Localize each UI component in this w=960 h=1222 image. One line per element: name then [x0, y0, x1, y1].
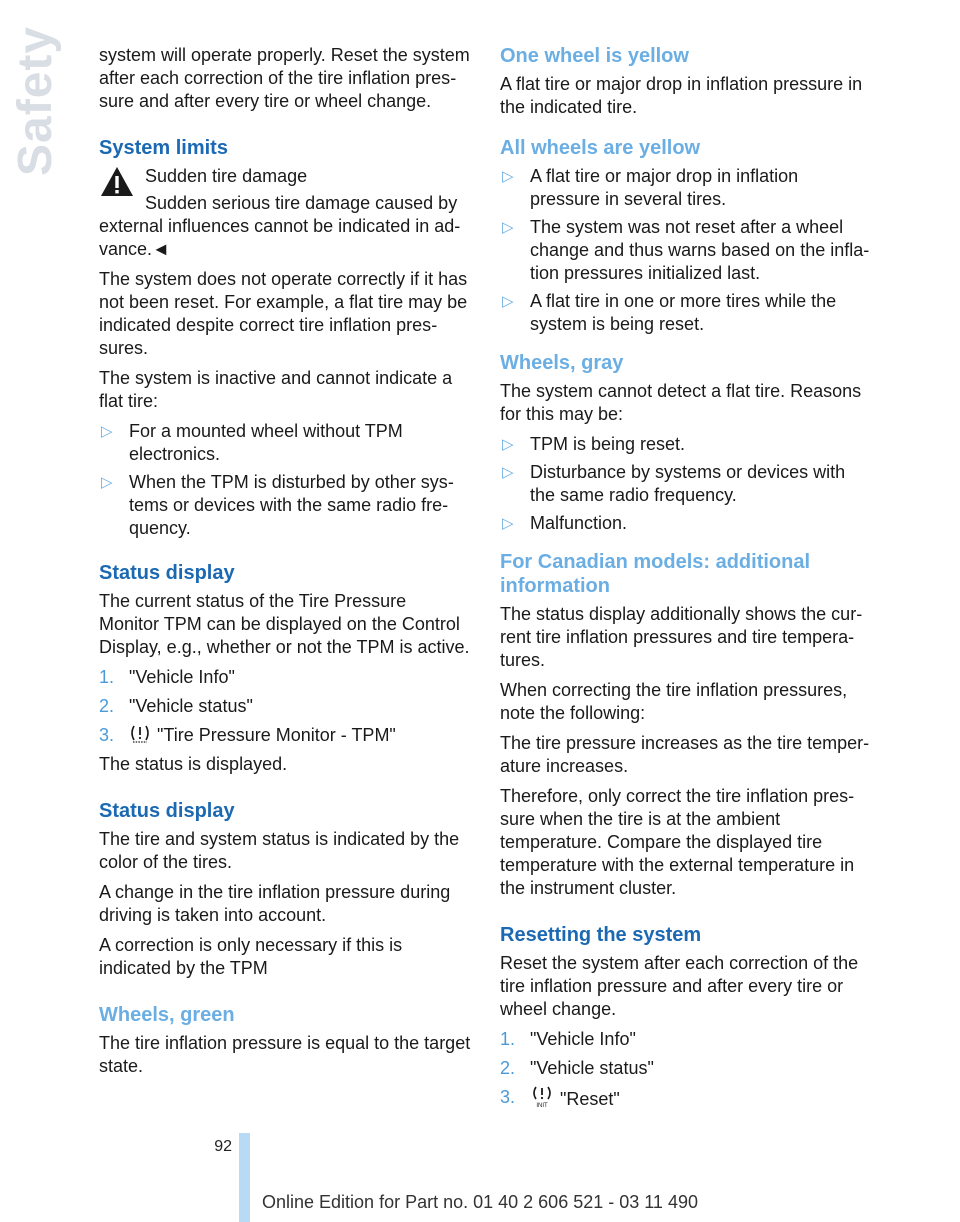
warning-notice — [99, 165, 471, 215]
list-item: 2. "Vehicle status" — [500, 1058, 654, 1078]
system-limits-paragraph-2: The system is inactive and cannot indicate a flat tire: — [99, 368, 453, 411]
warning-title: Sudden tire damage — [145, 166, 308, 186]
bullet-triangle-icon: ▷ — [502, 219, 514, 236]
bullet-triangle-icon: ▷ — [502, 464, 514, 481]
correction-paragraph: A correction is only necessary if this is indicated by the TPM — [99, 935, 403, 978]
all-wheels-yellow-heading: All wheels are yellow — [500, 137, 701, 159]
resetting-paragraph: Reset the system after each correction of the tire inflation pressure and after every tire or wheel change. — [500, 953, 859, 1019]
list-item: ▷ Disturbance by systems or devices with the same radio frequency. — [502, 462, 846, 505]
all-wheels-yellow-list — [500, 165, 872, 336]
left-column — [99, 44, 471, 1085]
status-display-steps — [99, 666, 471, 747]
wheels-gray-list — [500, 433, 872, 535]
list-item: ▷ A flat tire in one or more tires while the system is being reset. — [502, 291, 837, 334]
footer-accent-bar — [239, 1133, 250, 1222]
wheels-green-paragraph: The tire inflation pressure is equal to the target state. — [99, 1033, 471, 1076]
list-item: 1. "Vehicle Info" — [99, 667, 235, 687]
right-column — [500, 44, 872, 1117]
warning-triangle-icon — [99, 165, 135, 199]
tire-pressure-warning-icon — [129, 724, 151, 744]
list-item: 2. "Vehicle status" — [99, 696, 253, 716]
list-item: ▷ When the TPM is disturbed by other systems or devices with the same radio frequency. — [101, 472, 454, 538]
wheels-gray-paragraph: The system cannot detect a flat tire. Reasons for this may be: — [500, 381, 862, 424]
section-side-tab — [6, 25, 66, 176]
online-edition-text: Online Edition for Part no. 01 40 2 606 521 - 03 11 490 — [262, 1192, 698, 1212]
intro-paragraph: system will operate properly. Reset the system after each correction of the tire inflation pressure and after every tire or wheel change. — [99, 45, 470, 111]
status-display-paragraph: The current status of the Tire Pressure Monitor TPM can be displayed on the Control Display, e.g., whether or not the TPM is active. — [99, 591, 470, 657]
tire-pressure-reset-icon — [530, 1086, 554, 1108]
list-item: ▷ The system was not reset after a wheel change and thus warns based on the inflation pressures initialized last. — [502, 217, 870, 283]
list-item: ▷ TPM is being reset. — [502, 434, 686, 454]
canadian-paragraph-2: When correcting the tire inflation pressures, note the following: — [500, 680, 848, 723]
canadian-models-heading: For Canadian models: additional information — [500, 551, 811, 597]
bullet-triangle-icon: ▷ — [502, 293, 514, 310]
system-limits-paragraph-1: The system does not operate correctly if it has not been reset. For example, a flat tire may be indicated despite correct tire inflation pressures. — [99, 269, 468, 358]
driving-change-paragraph: A change in the tire inflation pressure during driving is taken into account. — [99, 882, 451, 925]
canadian-paragraph-4: Therefore, only correct the tire inflation pressure when the tire is at the ambient temperature. Compare the displayed tire temperature with the external temperature in the instrument cluster. — [500, 786, 855, 898]
page-number: 92 — [214, 1138, 232, 1155]
warning-text-line1: Sudden serious tire damage caused by — [145, 193, 458, 213]
warning-text-continued: external influences cannot be indicated in advance.◄ — [99, 216, 461, 259]
bullet-triangle-icon: ▷ — [101, 474, 113, 491]
list-item: ▷ A flat tire or major drop in inflation pressure in several tires. — [502, 166, 799, 209]
init-icon-label: INIT — [536, 1103, 548, 1108]
bullet-triangle-icon: ▷ — [101, 423, 113, 440]
list-item: 3. "Tire Pressure Monitor - TPM" — [99, 725, 396, 745]
section-side-tab-label: Safety — [9, 25, 62, 176]
list-item: ▷ For a mounted wheel without TPM electronics. — [101, 421, 403, 464]
status-displayed-text: The status is displayed. — [99, 754, 288, 774]
status-display-heading-2: Status display — [99, 800, 235, 822]
one-wheel-yellow-paragraph: A flat tire or major drop in inflation pressure in the indicated tire. — [500, 74, 863, 117]
list-item: 1. "Vehicle Info" — [500, 1029, 636, 1049]
bullet-triangle-icon: ▷ — [502, 515, 514, 532]
system-limits-heading: System limits — [99, 137, 228, 159]
wheels-green-heading: Wheels, green — [99, 1004, 235, 1026]
resetting-steps — [500, 1028, 872, 1111]
bullet-triangle-icon: ▷ — [502, 436, 514, 453]
status-color-paragraph: The tire and system status is indicated by the color of the tires. — [99, 829, 460, 872]
list-item: ▷ Malfunction. — [502, 513, 628, 533]
list-item: 3. INIT "Reset" — [500, 1087, 620, 1109]
canadian-paragraph-3: The tire pressure increases as the tire temperature increases. — [500, 733, 870, 776]
bullet-triangle-icon: ▷ — [502, 168, 514, 185]
system-limits-list — [99, 420, 471, 540]
wheels-gray-heading: Wheels, gray — [500, 352, 624, 374]
canadian-paragraph-1: The status display additionally shows the current tire inflation pressures and tire temperatures. — [500, 604, 863, 670]
resetting-heading: Resetting the system — [500, 924, 702, 946]
one-wheel-yellow-heading: One wheel is yellow — [500, 45, 689, 67]
status-display-heading: Status display — [99, 562, 235, 584]
